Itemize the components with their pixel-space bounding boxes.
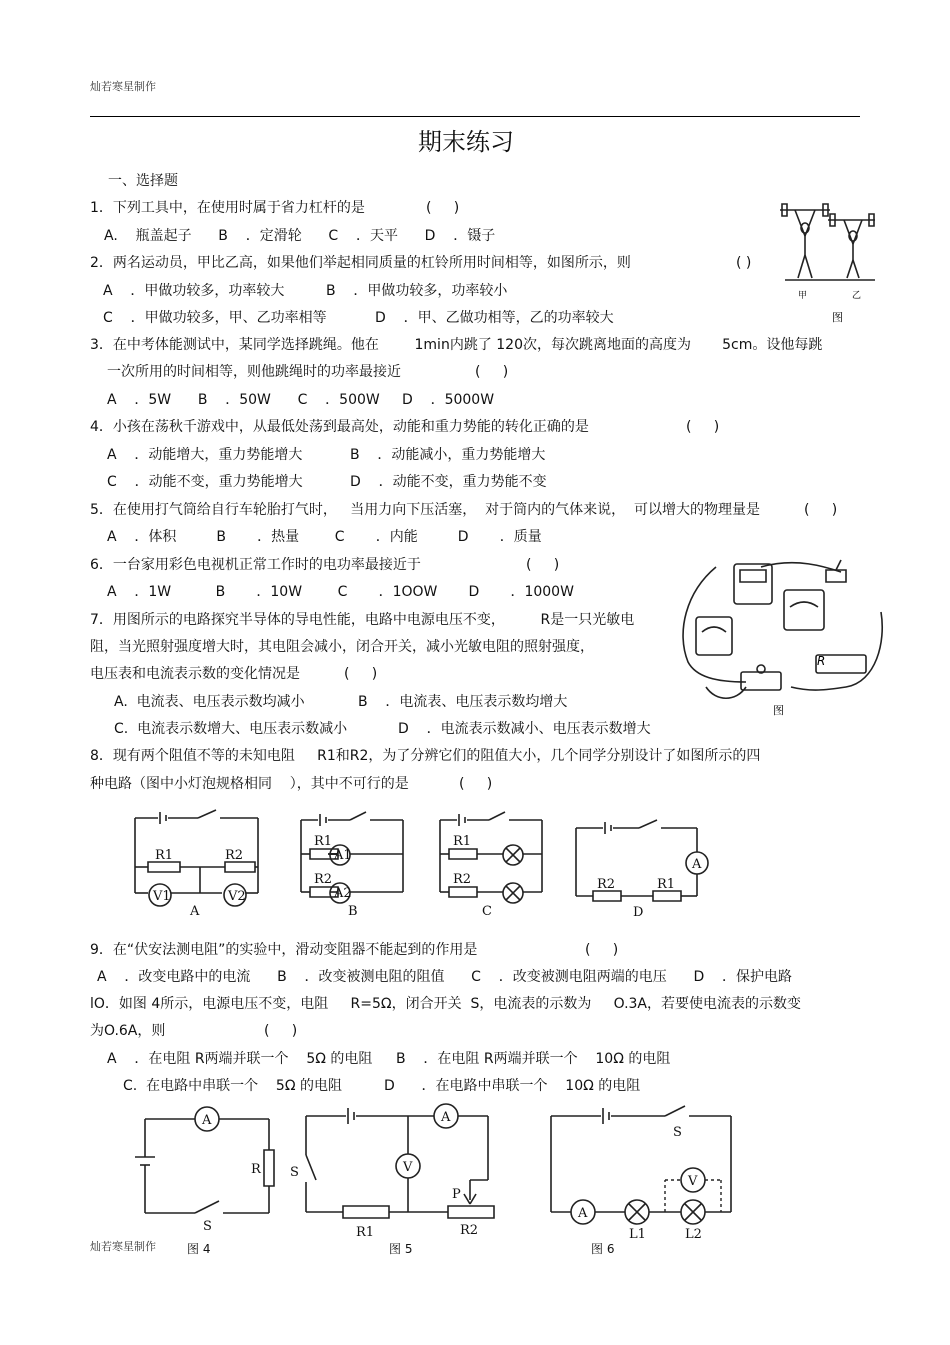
fig5-voltmeter-label: V — [403, 1160, 413, 1175]
q8d-caption: D — [633, 905, 644, 920]
q10-option-c: C. 在电路中串联一个 5Ω 的电阻 — [123, 1078, 342, 1094]
q2-option-b: B ．甲做功较多，功率较小 — [326, 283, 508, 299]
q8-paren: ( ) — [459, 776, 493, 792]
q8-stem-2: 种电路（图中小灯泡规格相同 ），其中不可行的是 — [90, 776, 409, 792]
q3-stem-1: 3．在中考体能测试中，某同学选择跳绳。他在 1min内跳了 120次，每次跳离地面的高度为 5cm。设他每跳 — [90, 337, 823, 353]
fig5-switch-label: S — [290, 1165, 299, 1180]
athletes-caption: 图 — [832, 311, 843, 324]
q8-circuit-c — [437, 812, 547, 922]
q10-option-d: D ．在电路中串联一个 10Ω 的电阻 — [384, 1078, 641, 1094]
q1-stem: 1．下列工具中，在使用时属于省力杠杆的是 — [90, 200, 365, 216]
q3-stem-2: 一次所用的时间相等，则他跳绳时的功率最接近 — [107, 364, 401, 380]
fig6-caption: 图 6 — [591, 1242, 615, 1256]
fig5-r2-label: R2 — [460, 1223, 479, 1238]
q10-paren: ( ) — [264, 1023, 298, 1039]
footer-text: 灿若寒星制作 — [90, 1240, 156, 1253]
q8a-r1-label: R1 — [155, 848, 174, 863]
q10-option-a: A ．在电阻 R两端并联一个 5Ω 的电阻 — [107, 1051, 373, 1067]
fig6-switch-label: S — [673, 1125, 682, 1140]
q8b-a2-label: A2 — [334, 886, 352, 901]
q7-stem-2: 阻，当光照射强度增大时，其电阻会减小，闭合开关，减小光敏电阻的照射强度， — [90, 639, 594, 655]
q8c-r1-label: R1 — [453, 834, 472, 849]
fig4-switch-label: S — [203, 1219, 212, 1234]
q4-option-a: A ．动能增大，重力势能增大 — [107, 447, 303, 463]
q8b-r1-label: R1 — [314, 834, 333, 849]
q2-option-a: A ．甲做功较多，功率较大 — [103, 283, 285, 299]
q8b-a1-label: A1 — [334, 848, 352, 863]
photoresistor-circuit-figure — [676, 552, 886, 722]
q3-options: A ．5W B ．50W C ．500W D ．5000W — [107, 392, 495, 408]
q8b-r2-label: R2 — [314, 872, 333, 887]
q7-stem-3: 电压表和电流表示数的变化情况是 — [90, 666, 300, 682]
q4-stem: 4．小孩在荡秋千游戏中，从最低处荡到最高处，动能和重力势能的转化正确的是 — [90, 419, 589, 435]
fig4-caption: 图 4 — [187, 1242, 211, 1256]
q3-paren: ( ) — [475, 364, 509, 380]
q2-option-d: D ．甲、乙做功相等，乙的功率较大 — [375, 310, 614, 326]
q8a-v1-label: V1 — [153, 889, 171, 904]
fig6-l1-label: L1 — [629, 1227, 646, 1242]
q7-option-c: C. 电流表示数增大、电压表示数减小 — [114, 721, 348, 737]
q9-options: A ．改变电路中的电流 B ．改变被测电阻的阻值 C ．改变被测电阻两端的电压 D ．保护电路 — [97, 969, 793, 985]
q7-option-b: B ．电流表、电压表示数均增大 — [358, 694, 568, 710]
q1-paren: ( ) — [426, 200, 460, 216]
q2-stem: 2．两名运动员，甲比乙高，如果他们举起相同质量的杠铃所用时间相等，如图所示，则 — [90, 255, 631, 271]
q8a-r2-label: R2 — [225, 848, 244, 863]
athletes-figure — [780, 200, 880, 325]
header-rule — [90, 116, 860, 117]
q8-circuit-d — [573, 818, 713, 923]
q9-paren: ( ) — [585, 942, 619, 958]
fig5-r1-label: R1 — [356, 1225, 375, 1240]
fig6-ammeter-label: A — [578, 1206, 588, 1221]
header-text: 灿若寒星制作 — [90, 80, 156, 93]
q5-paren: ( ) — [804, 502, 838, 518]
q4-paren: ( ) — [686, 419, 720, 435]
q1-options: A. 瓶盖起子 B ．定滑轮 C ．天平 D ．镊子 — [104, 228, 496, 244]
fig6-l2-label: L2 — [685, 1227, 702, 1242]
q8c-r2-label: R2 — [453, 872, 472, 887]
figure-4-circuit — [133, 1105, 278, 1245]
figure-5-circuit — [288, 1100, 513, 1245]
q2-option-c: C ．甲做功较多，甲、乙功率相等 — [103, 310, 327, 326]
q10-option-b: B ．在电阻 R两端并联一个 10Ω 的电阻 — [396, 1051, 671, 1067]
q4-option-c: C ．动能不变，重力势能增大 — [107, 474, 303, 490]
q2-paren: ( ) — [736, 255, 752, 271]
q10-stem-2: 为O.6A，则 — [90, 1023, 166, 1039]
section-heading: 一、选择题 — [108, 173, 178, 189]
q5-options: A ．体积 B ．热量 C ．内能 D ．质量 — [107, 529, 542, 545]
q8-circuit-b — [298, 812, 408, 922]
q7-paren: ( ) — [344, 666, 378, 682]
q8a-caption: A — [190, 904, 200, 919]
q8-stem-1: 8．现有两个阻值不等的未知电阻 R1和R2，为了分辨它们的阻值大小，几个同学分别设计了如图所示的四 — [90, 748, 761, 764]
q6-options: A ．1W B ．10W C ．1OOW D ．1000W — [107, 584, 574, 600]
q4-option-d: D ．动能不变，重力势能不变 — [350, 474, 547, 490]
figure-6-circuit — [545, 1100, 740, 1245]
fig4-r-label: R — [251, 1162, 261, 1177]
q7-option-a: A. 电流表、电压表示数均减小 — [114, 694, 305, 710]
q8d-r2-label: R2 — [597, 877, 616, 892]
q8c-caption: C — [482, 904, 492, 919]
q6-paren: ( ) — [526, 557, 560, 573]
q6-stem: 6．一台家用彩色电视机正常工作时的电功率最接近于 — [90, 557, 421, 573]
fig5-slider-label: P — [452, 1187, 461, 1202]
athletes-label-jia: 甲 — [798, 291, 808, 301]
photoresistor-label: R — [817, 654, 826, 668]
q9-stem: 9．在“伏安法测电阻”的实验中，滑动变阻器不能起到的作用是 — [90, 942, 478, 958]
q5-stem: 5．在使用打气筒给自行车轮胎打气时， 当用力向下压活塞， 对于筒内的气体来说， 可以增大的物理量是 — [90, 502, 761, 518]
q8-circuit-a — [130, 810, 265, 920]
q8d-r1-label: R1 — [657, 877, 676, 892]
page-title: 期末练习 — [418, 128, 514, 156]
q8d-ammeter-label: A — [692, 857, 702, 872]
q8a-v2-label: V2 — [228, 889, 246, 904]
q10-stem-1: lO．如图 4所示，电源电压不变，电阻 R=5Ω，闭合开关 S，电流表的示数为 O.3A，若要使电流表的示数变 — [90, 996, 802, 1012]
fig4-ammeter-label: A — [202, 1113, 212, 1128]
fig5-ammeter-label: A — [441, 1110, 451, 1125]
photoresistor-caption: 图 — [773, 704, 784, 717]
fig6-voltmeter-label: V — [688, 1174, 698, 1189]
fig5-caption: 图 5 — [389, 1242, 413, 1256]
q8b-caption: B — [348, 904, 358, 919]
athletes-label-yi: 乙 — [852, 291, 862, 301]
q7-stem-1: 7．用图所示的电路探究半导体的导电性能，电路中电源电压不变， R是一只光敏电 — [90, 612, 635, 628]
q4-option-b: B ．动能减小，重力势能增大 — [350, 447, 546, 463]
q7-option-d: D ．电流表示数减小、电压表示数增大 — [398, 721, 651, 737]
